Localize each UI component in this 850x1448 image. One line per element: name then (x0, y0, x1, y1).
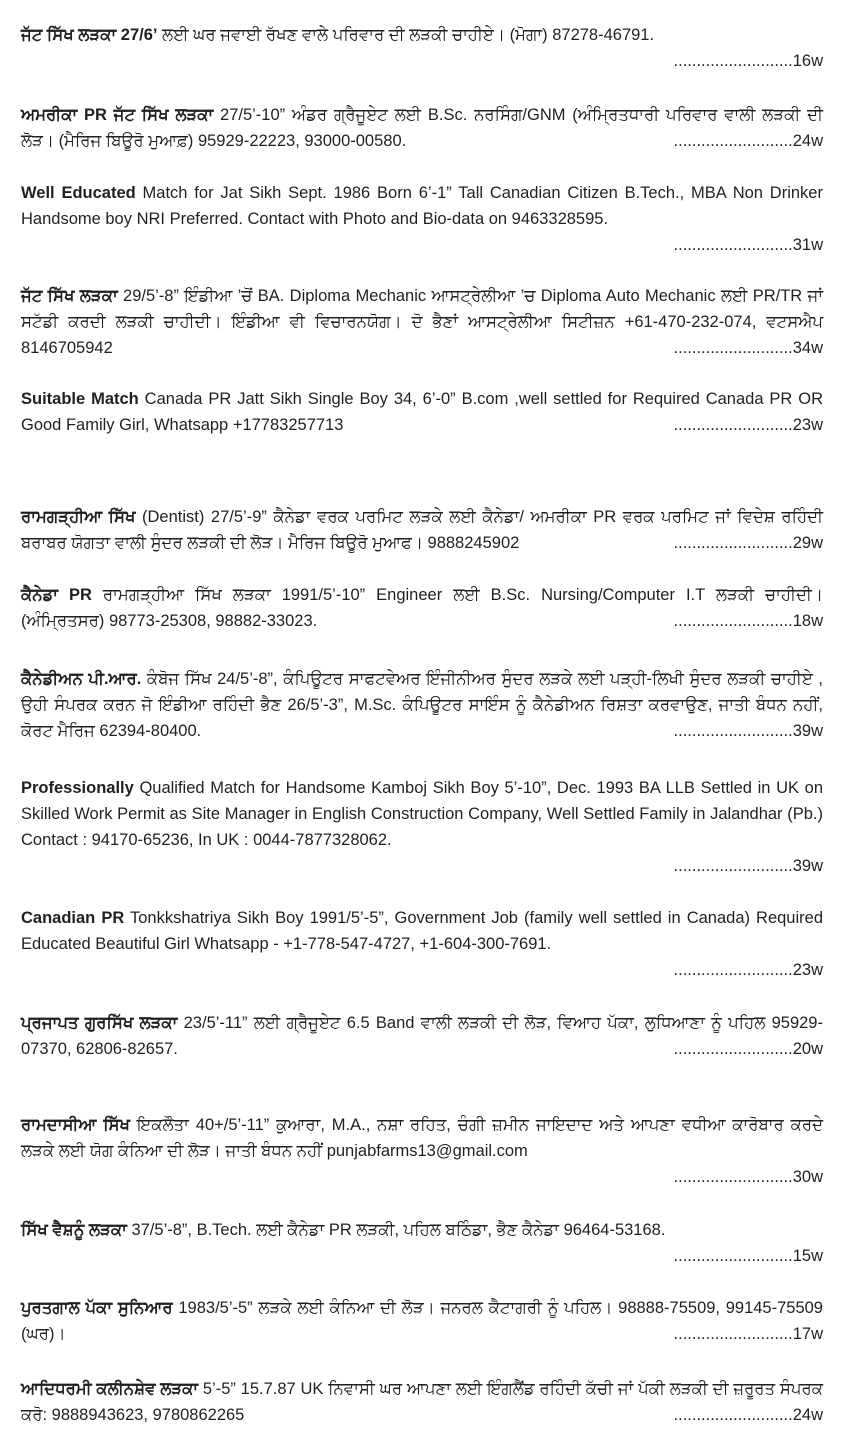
ad-word-count: ..........................39w (673, 722, 823, 740)
ad-heading: ਜੱਟ ਸਿੱਖ ਲੜਕਾ (21, 287, 118, 305)
classified-ad (21, 180, 823, 258)
ad-word-count: ..........................24w (673, 1406, 823, 1424)
classified-ad (21, 1112, 823, 1190)
ad-word-count: ..........................34w (673, 339, 823, 357)
ad-text: 37/5’-8”, B.Tech. ਲਈ ਕੈਨੇਡਾ PR ਲੜਕੀ, ਪਹਿਲ ਬਠਿੰਡਾ, ਭੈਣ ਕੈਨੇਡਾ 96464-53168. (126, 1221, 666, 1239)
classified-ad (21, 905, 823, 983)
classified-ad (21, 582, 823, 634)
ad-text: ਕੰਬੋਜ ਸਿੱਖ 24/5’-8”, ਕੰਪਿਊਟਰ ਸਾਫਟਵੇਅਰ ਇੰਜੀਨੀਅਰ ਸੁੰਦਰ ਲੜਕੇ ਲਈ ਪੜ੍ਹੀ-ਲਿਖੀ ਸੁੰਦਰ ਲੜਕੀ ਚਾਹੀਏ , ਉਹੀ ਸੰਪਰਕ ਕਰਨ ਜੋ ਇੰਡੀਆ ਰਹਿੰਦੀ ਭੈਣ 26/5’-3”, M.Sc. ਕੰਪਿਊਟਰ ਸਾਇੰਸ ਨੂੰ ਕੈਨੇਡੀਅਨ ਰਿਸ਼ਤਾ ਕਰਵਾਉਣ, ਜਾਤੀ ਬੰਧਨ ਨਹੀਂ, ਕੋਰਟ ਮੈਰਿਜ 62394-80400. (21, 670, 823, 740)
classified-ad (21, 1010, 823, 1062)
classified-ad (21, 22, 823, 74)
ad-word-count: ..........................15w (673, 1247, 823, 1265)
ad-body (21, 1295, 823, 1347)
classified-ad (21, 1295, 823, 1347)
ad-text: Match for Jat Sikh Sept. 1986 Born 6’-1” Tall Canadian Citizen B.Tech., MBA Non Drinker Handsome boy NRI Preferred. Contact with Photo and Bio-data on 9463328595. (21, 184, 823, 228)
classified-ad (21, 1376, 823, 1428)
ad-body (21, 283, 823, 361)
ad-text: 5’-5” 15.7.87 UK ਨਿਵਾਸੀ ਘਰ ਆਪਣਾ ਲਈ ਇੰਗਲੈਂਡ ਰਹਿੰਦੀ ਕੱਚੀ ਜਾਂ ਪੱਕੀ ਲੜਕੀ ਦੀ ਜ਼ਰੂਰਤ ਸੰਪਰਕ ਕਰੋ: 9888943623, 9780862265 (21, 1380, 823, 1424)
ad-word-count: ..........................31w (673, 236, 823, 254)
ad-body (21, 1010, 823, 1062)
classified-ad (21, 1217, 823, 1269)
ad-heading: ਆਦਿਧਰਮੀ ਕਲੀਨਸ਼ੇਵ ਲੜਕਾ (21, 1380, 199, 1398)
classified-ad (21, 775, 823, 879)
ad-heading: ਜੱਟ ਸਿੱਖ ਲੜਕਾ 27/6’ (21, 26, 158, 44)
ad-heading: ਕੈਨੇਡਾ PR (21, 586, 92, 604)
ad-heading: Well Educated (21, 184, 136, 202)
ad-heading: Professionally (21, 779, 134, 797)
ad-body (21, 102, 823, 154)
ad-body (21, 504, 823, 556)
ad-word-count: ..........................23w (673, 961, 823, 979)
ad-body (21, 1112, 823, 1164)
ad-body (21, 775, 823, 853)
ad-heading: ਅਮਰੀਕਾ PR ਜੱਟ ਸਿੱਖ ਲੜਕਾ (21, 106, 214, 124)
ad-heading: ਪ੍ਰਜਾਪਤ ਗੁਰਸਿੱਖ ਲੜਕਾ (21, 1014, 178, 1032)
ad-body (21, 666, 823, 744)
ad-body (21, 1376, 823, 1428)
ad-word-count: ..........................39w (673, 857, 823, 875)
ad-text: Tonkkshatriya Sikh Boy 1991/5’-5”, Government Job (family well settled in Canada) Required Educated Beautiful Girl Whatsapp - +1-778-547-4727, +1-604-300-7691. (21, 909, 823, 953)
ad-text: Canada PR Jatt Sikh Single Boy 34, 6’-0” B.com ,well settled for Required Canada PR OR Good Family Girl, Whatsapp +17783257713 (21, 390, 823, 434)
classified-ad (21, 283, 823, 361)
ad-word-count: ..........................23w (673, 416, 823, 434)
ad-word-count: ..........................17w (673, 1325, 823, 1343)
ad-text: ਰਾਮਗੜ੍ਹੀਆ ਸਿੱਖ ਲੜਕਾ 1991/5’-10” Engineer ਲਈ B.Sc. Nursing/Computer I.T ਲੜਕੀ ਚਾਹੀਦੀ। (ਅੰਮ੍ਰਿਤਸਰ) 98773-25308, 98882-33023. (21, 586, 824, 630)
ad-text: (Dentist) 27/5’-9” ਕੈਨੇਡਾ ਵਰਕ ਪਰਮਿਟ ਲੜਕੇ ਲਈ ਕੈਨੇਡਾ/ ਅਮਰੀਕਾ PR ਵਰਕ ਪਰਮਿਟ ਜਾਂ ਵਿਦੇਸ਼ ਰਹਿੰਦੀ ਬਰਾਬਰ ਯੋਗਤਾ ਵਾਲੀ ਸੁੰਦਰ ਲੜਕੀ ਦੀ ਲੋੜ। ਮੈਰਿਜ ਬਿਊਰੋ ਮੁਆਫ। 9888245902 (21, 508, 823, 552)
ad-text: 27/5’-10” ਅੰਡਰ ਗ੍ਰੈਜੂਏਟ ਲਈ B.Sc. ਨਰਸਿੰਗ/GNM (ਅੰਮ੍ਰਿਤਧਾਰੀ ਪਰਿਵਾਰ ਵਾਲੀ ਲੜਕੀ ਦੀ ਲੋੜ। (ਮੈਰਿਜ ਬਿਊਰੋ ਮੁਆਫ਼) 95929-22223, 93000-00580. (21, 106, 823, 150)
ad-heading: Canadian PR (21, 909, 125, 927)
ad-heading: ਰਾਮਗੜ੍ਹੀਆ ਸਿੱਖ (21, 508, 136, 526)
ad-text: Qualified Match for Handsome Kamboj Sikh Boy 5’-10”, Dec. 1993 BA LLB Settled in UK on Skilled Work Permit as Site Manager in English Construction Company, Well Settled Family in Jalandhar (Pb.) Contact : 94170-65236, In UK : 0044-7877328062. (21, 779, 823, 849)
ad-heading: ਪੁਰਤਗਾਲ ਪੱਕਾ ਸੁਨਿਆਰ (21, 1299, 173, 1317)
classified-ad (21, 102, 823, 154)
ad-word-count: ..........................24w (673, 132, 823, 150)
classified-ad (21, 504, 823, 556)
ad-body (21, 180, 823, 232)
ad-body (21, 386, 823, 438)
ad-word-count: ..........................20w (673, 1040, 823, 1058)
ad-body (21, 582, 823, 634)
ad-body (21, 905, 823, 957)
ad-text: 29/5’-8” ਇੰਡੀਆ ’ਚੋਂ BA. Diploma Mechanic ਆਸਟ੍ਰੇਲੀਆ ’ਚ Diploma Auto Mechanic ਲਈ PR/TR ਜਾਂ ਸਟੱਡੀ ਕਰਦੀ ਲੜਕੀ ਚਾਹੀਦੀ। ਇੰਡੀਆ ਵੀ ਵਿਚਾਰਨਯੋਗ। ਦੋ ਭੈਣਾਂ ਆਸਟ੍ਰੇਲੀਆ ਸਿਟੀਜ਼ਨ +61-470-232-074, ਵਟਸਐਪ 8146705942 (21, 287, 823, 357)
ad-word-count: ..........................18w (673, 612, 823, 630)
classified-ad (21, 666, 823, 744)
ad-text: 1983/5’-5” ਲੜਕੇ ਲਈ ਕੰਨਿਆ ਦੀ ਲੋੜ। ਜਨਰਲ ਕੈਟਾਗਰੀ ਨੂੰ ਪਹਿਲ। 98888-75509, 99145-75509 (ਘਰ)। (21, 1299, 823, 1343)
ad-word-count: ..........................16w (673, 52, 823, 70)
classified-ad (21, 386, 823, 438)
ad-text: ਲਈ ਘਰ ਜਵਾਈ ਰੱਖਣ ਵਾਲੇ ਪਰਿਵਾਰ ਦੀ ਲੜਕੀ ਚਾਹੀਏ। (ਮੋਗਾ) 87278-46791. (157, 26, 655, 44)
ad-text: 23/5’-11” ਲਈ ਗ੍ਰੈਜੂਏਟ 6.5 Band ਵਾਲੀ ਲੜਕੀ ਦੀ ਲੋੜ, ਵਿਆਹ ਪੱਕਾ, ਲੁਧਿਆਣਾ ਨੂੰ ਪਹਿਲ 95929-07370, 62806-82657. (21, 1014, 823, 1058)
ad-heading: Suitable Match (21, 390, 139, 408)
ad-text: ਇਕਲੌਤਾ 40+/5’-11” ਕੁਆਰਾ, M.A., ਨਸ਼ਾ ਰਹਿਤ, ਚੰਗੀ ਜ਼ਮੀਨ ਜਾਇਦਾਦ ਅਤੇ ਆਪਣਾ ਵਧੀਆ ਕਾਰੋਬਾਰ ਕਰਦੇ ਲੜਕੇ ਲਈ ਯੋਗ ਕੰਨਿਆ ਦੀ ਲੋੜ। ਜਾਤੀ ਬੰਧਨ ਨਹੀਂ punjabfarms13@gmail.com (21, 1116, 824, 1160)
ad-heading: ਰਾਮਦਾਸੀਆ ਸਿੱਖ (21, 1116, 130, 1134)
ad-heading: ਕੈਨੇਡੀਅਨ ਪੀ.ਆਰ. (21, 670, 142, 688)
ad-body (21, 1217, 823, 1243)
ad-word-count: ..........................29w (673, 534, 823, 552)
ad-heading: ਸਿੱਖ ਵੈਸ਼ਨੂੰ ਲੜਕਾ (21, 1221, 127, 1239)
ad-word-count: ..........................30w (673, 1168, 823, 1186)
ad-body (21, 22, 823, 48)
